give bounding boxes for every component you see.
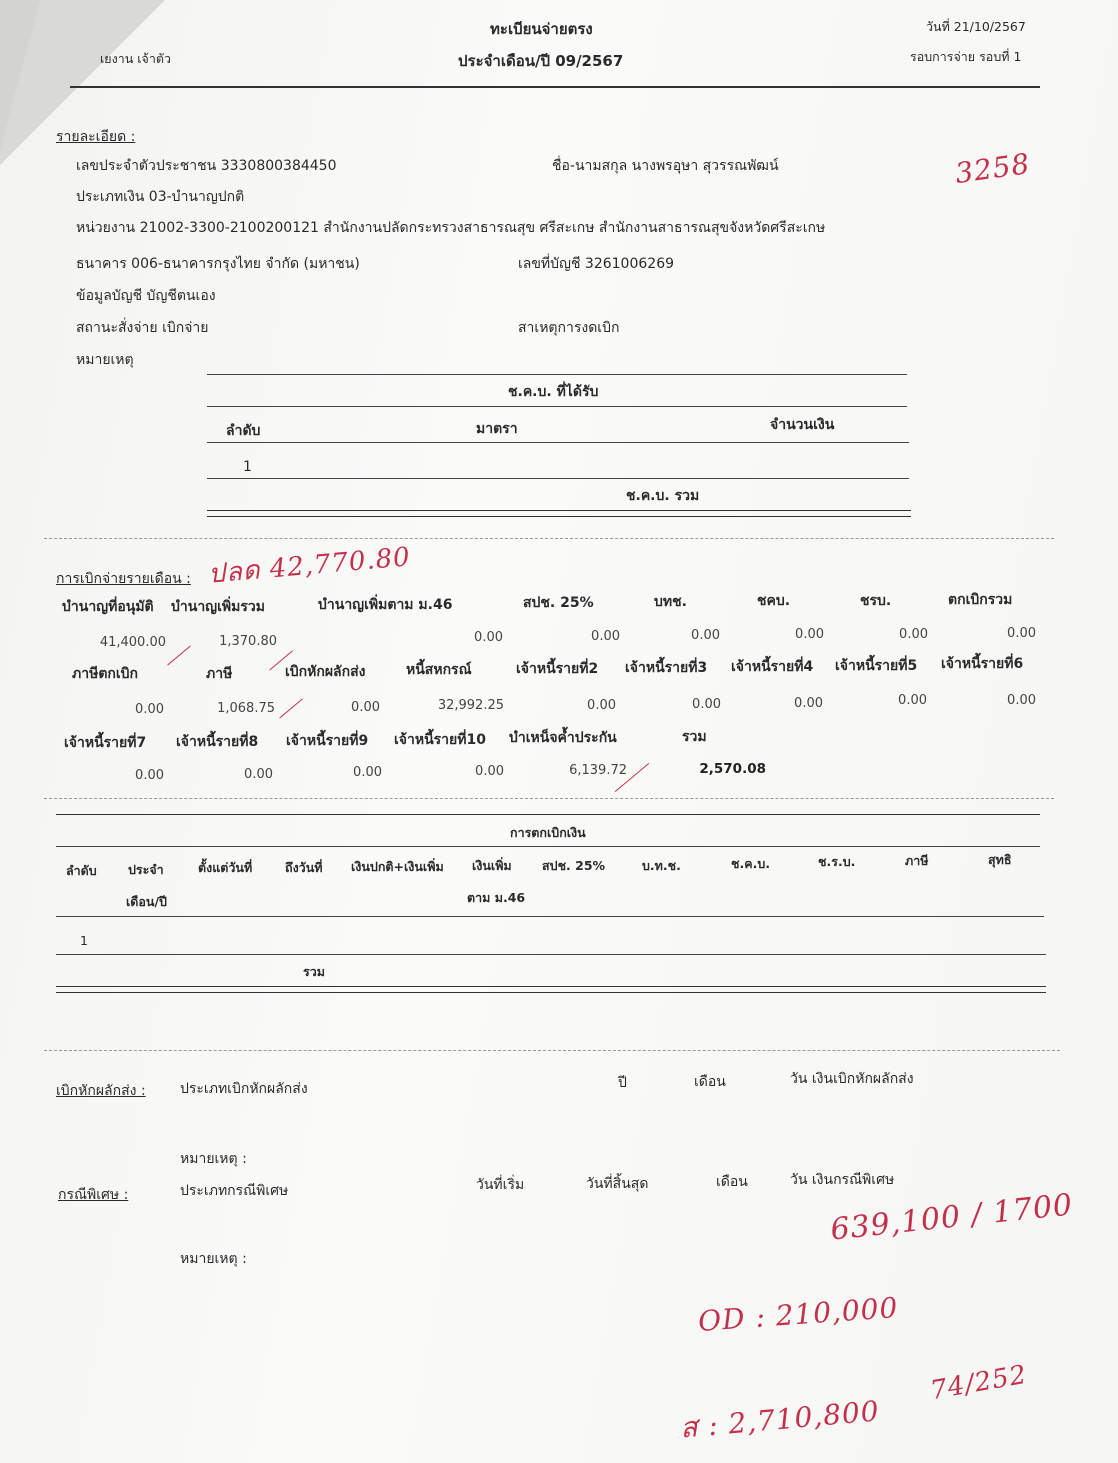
bp-col-month: ประจำ: [128, 862, 164, 877]
bp-col-to: ถึงวันที่: [285, 860, 323, 875]
document-title: ทะเบียนจ่ายตรง: [490, 20, 593, 38]
value-deduct-transfer: 0.00: [351, 700, 380, 715]
document-period: ประจำเดือน/ปี 09/2567: [458, 52, 624, 70]
label-spc25: สปช. 25%: [523, 595, 594, 611]
print-date: วันที่ 21/10/2567: [926, 19, 1026, 34]
label-backpay-tax: ภาษีตกเบิก: [72, 666, 139, 682]
label-guarantee: บำเหน็จค้ำประกัน: [509, 730, 617, 746]
bp-col-crb: ช.ร.บ.: [818, 854, 856, 869]
deduct-year: ปี: [618, 1075, 627, 1091]
header-rule: [70, 86, 1040, 88]
bp-col-normal-plus: เงินปกติ+เงินเพิ่ม: [351, 859, 444, 874]
special-month: เดือน: [716, 1174, 748, 1190]
value-creditor-4: 0.00: [794, 696, 823, 711]
bp-sub-month-year: เดือน/ปี: [126, 894, 167, 909]
label-backpay-total: ตกเบิกรวม: [948, 592, 1013, 608]
value-creditor-2: 0.00: [587, 698, 616, 713]
handwritten-note-2: OD : 210,000: [697, 1291, 900, 1338]
label-creditor-6: เจ้าหนี้รายที่6: [941, 656, 1024, 672]
value-increase-m46: 0.00: [474, 630, 503, 645]
special-type: ประเภทกรณีพิเศษ: [180, 1183, 289, 1199]
ckb-header-rule: [207, 442, 909, 443]
label-increase-m46: บำนาญเพิ่มตาม ม.46: [318, 597, 453, 613]
value-total: 2,570.08: [699, 761, 766, 777]
deduct-section-label: เบิกหักผลักส่ง :: [56, 1083, 146, 1099]
value-spc25: 0.00: [591, 629, 620, 644]
agency: หน่วยงาน 21002-3300-2100200121 สำนักงานปลัดกระทรวงสาธารณสุข ศรีสะเกษ สำนักงานสาธารณสุขจังหวัดศรีสะเกษ: [76, 220, 826, 236]
value-creditor-6: 0.00: [1007, 693, 1036, 708]
section-divider-3: [44, 1050, 1060, 1051]
bp-col-net: สุทธิ: [988, 852, 1012, 867]
ckb-total-rule-1: [207, 510, 911, 511]
value-creditor-7: 0.00: [135, 768, 164, 783]
value-tax: 1,068.75: [217, 701, 275, 716]
label-btc: บทช.: [654, 594, 687, 610]
label-creditor-4: เจ้าหนี้รายที่4: [731, 659, 814, 675]
handwritten-note-3: 74/252: [928, 1359, 1030, 1407]
deduct-remark: หมายเหตุ :: [180, 1151, 247, 1167]
value-approved-pension: 41,400.00: [99, 635, 166, 650]
value-creditor-9: 0.00: [353, 765, 382, 780]
value-guarantee: 6,139.72: [569, 763, 627, 778]
value-total-increase: 1,370.80: [219, 634, 277, 649]
order-status: สถานะสั่งจ่าย เบิกจ่าย: [76, 320, 209, 336]
special-end: วันที่สิ้นสุด: [586, 1176, 649, 1192]
label-coop-debt: หนี้สหกรณ์: [406, 662, 472, 678]
special-day-amount: วัน เงินกรณีพิเศษ: [790, 1172, 895, 1188]
bank-name: ธนาคาร 006-ธนาคารกรุงไทย จำกัด (มหาชน): [76, 256, 360, 272]
bp-col-ckb: ช.ค.บ.: [731, 856, 771, 871]
backpay-top-rule: [56, 814, 1040, 815]
bp-col-from: ตั้งแต่วันที่: [198, 860, 253, 875]
ckb-row-rule: [207, 478, 909, 479]
ckb-row-order: 1: [243, 459, 252, 475]
label-creditor-3: เจ้าหนี้รายที่3: [625, 660, 708, 676]
handwritten-note-4: ส : 2,710,800: [678, 1394, 881, 1445]
money-type: ประเภทเงิน 03-บำนาญปกติ: [76, 189, 245, 205]
label-creditor-10: เจ้าหนี้รายที่10: [394, 732, 486, 748]
value-btc: 0.00: [691, 628, 720, 643]
label-creditor-9: เจ้าหนี้รายที่9: [286, 733, 369, 749]
value-backpay-total: 0.00: [1007, 626, 1036, 641]
label-deduct-transfer: เบิกหักผลักส่ง: [285, 664, 366, 680]
special-start: วันที่เริ่ม: [476, 1177, 525, 1193]
ckb-top-rule: [207, 374, 907, 375]
remark-label: หมายเหตุ: [76, 352, 134, 368]
section-divider-2: [44, 798, 1054, 799]
label-tax: ภาษี: [206, 666, 233, 682]
ckb-col-order: ลำดับ: [226, 423, 261, 439]
backpay-total-rule-2: [56, 992, 1046, 993]
ckb-col-amount: จำนวนเงิน: [770, 417, 835, 433]
ckb-table-title: ช.ค.บ. ที่ได้รับ: [508, 384, 599, 400]
bp-col-order: ลำดับ: [66, 863, 97, 878]
value-creditor-8: 0.00: [244, 767, 273, 782]
value-creditor-10: 0.00: [475, 764, 504, 779]
account-number: เลขที่บัญชี 3261006269: [518, 256, 675, 272]
backpay-row-rule: [56, 954, 1046, 955]
label-total: รวม: [682, 729, 707, 745]
label-approved-pension: บำนาญที่อนุมัติ: [62, 599, 154, 615]
handwritten-number: 3258: [953, 146, 1033, 191]
bp-col-spc25: สปช. 25%: [542, 858, 606, 873]
ckb-total-rule-2: [207, 516, 911, 517]
full-name: ชื่อ-นามสกุล นางพรอุษา สุวรรณพัฒน์: [552, 158, 779, 174]
special-remark: หมายเหตุ :: [180, 1251, 247, 1267]
bp-col-increase: เงินเพิ่ม: [472, 858, 512, 873]
bp-col-btc: บ.ท.ช.: [642, 858, 681, 873]
value-creditor-5: 0.00: [898, 693, 927, 708]
ckb-total-label: ช.ค.บ. รวม: [626, 488, 700, 504]
ckb-col-section: มาตรา: [476, 421, 518, 437]
folded-corner-shadow: [0, 0, 40, 150]
value-coop-debt: 32,992.25: [437, 698, 504, 713]
backpay-header-rule: [56, 916, 1044, 917]
details-section-title: รายละเอียด :: [56, 129, 136, 145]
label-total-increase: บำนาญเพิ่มรวม: [171, 599, 265, 615]
deduct-type: ประเภทเบิกหักผลักส่ง: [180, 1081, 308, 1097]
label-ckb: ชคบ.: [757, 593, 791, 609]
backpay-total-rule-1: [56, 986, 1046, 987]
label-creditor-5: เจ้าหนี้รายที่5: [835, 658, 918, 674]
stop-reason: สาเหตุการงดเบิก: [518, 320, 620, 336]
value-backpay-tax: 0.00: [135, 702, 164, 717]
handwritten-note-1: 639,100 / 1700: [828, 1187, 1075, 1248]
value-crb: 0.00: [899, 627, 928, 642]
value-ckb: 0.00: [795, 627, 824, 642]
bp-row-order: 1: [80, 933, 88, 948]
deduct-day-amount: วัน เงินเบิกหักผลักส่ง: [790, 1071, 914, 1087]
bp-total-label: รวม: [303, 964, 325, 979]
bp-sub-m46: ตาม ม.46: [467, 890, 526, 905]
header-left-label: เยงาน เจ้าตัว: [100, 51, 171, 66]
id-card-number: เลขประจำตัวประชาชน 3330800384450: [76, 158, 337, 174]
label-creditor-2: เจ้าหนี้รายที่2: [516, 661, 599, 677]
deduct-month: เดือน: [694, 1074, 726, 1090]
special-section-label: กรณีพิเศษ :: [58, 1187, 129, 1203]
monthly-section-title: การเบิกจ่ายรายเดือน :: [56, 571, 191, 587]
backpay-title-rule: [56, 846, 1040, 847]
ckb-title-rule: [207, 406, 907, 407]
label-crb: ชรบ.: [860, 593, 892, 609]
section-divider: [44, 538, 1054, 539]
label-creditor-8: เจ้าหนี้รายที่8: [176, 734, 259, 750]
label-creditor-7: เจ้าหนี้รายที่7: [64, 735, 147, 751]
payment-round: รอบการจ่าย รอบที่ 1: [910, 49, 1022, 64]
bp-col-tax: ภาษี: [905, 853, 929, 868]
value-creditor-3: 0.00: [692, 697, 721, 712]
backpay-title: การตกเบิกเงิน: [510, 825, 586, 840]
handwritten-monthly-note: ปลด 42,770.80: [207, 542, 412, 590]
account-info: ข้อมูลบัญชี บัญชีตนเอง: [76, 288, 216, 304]
